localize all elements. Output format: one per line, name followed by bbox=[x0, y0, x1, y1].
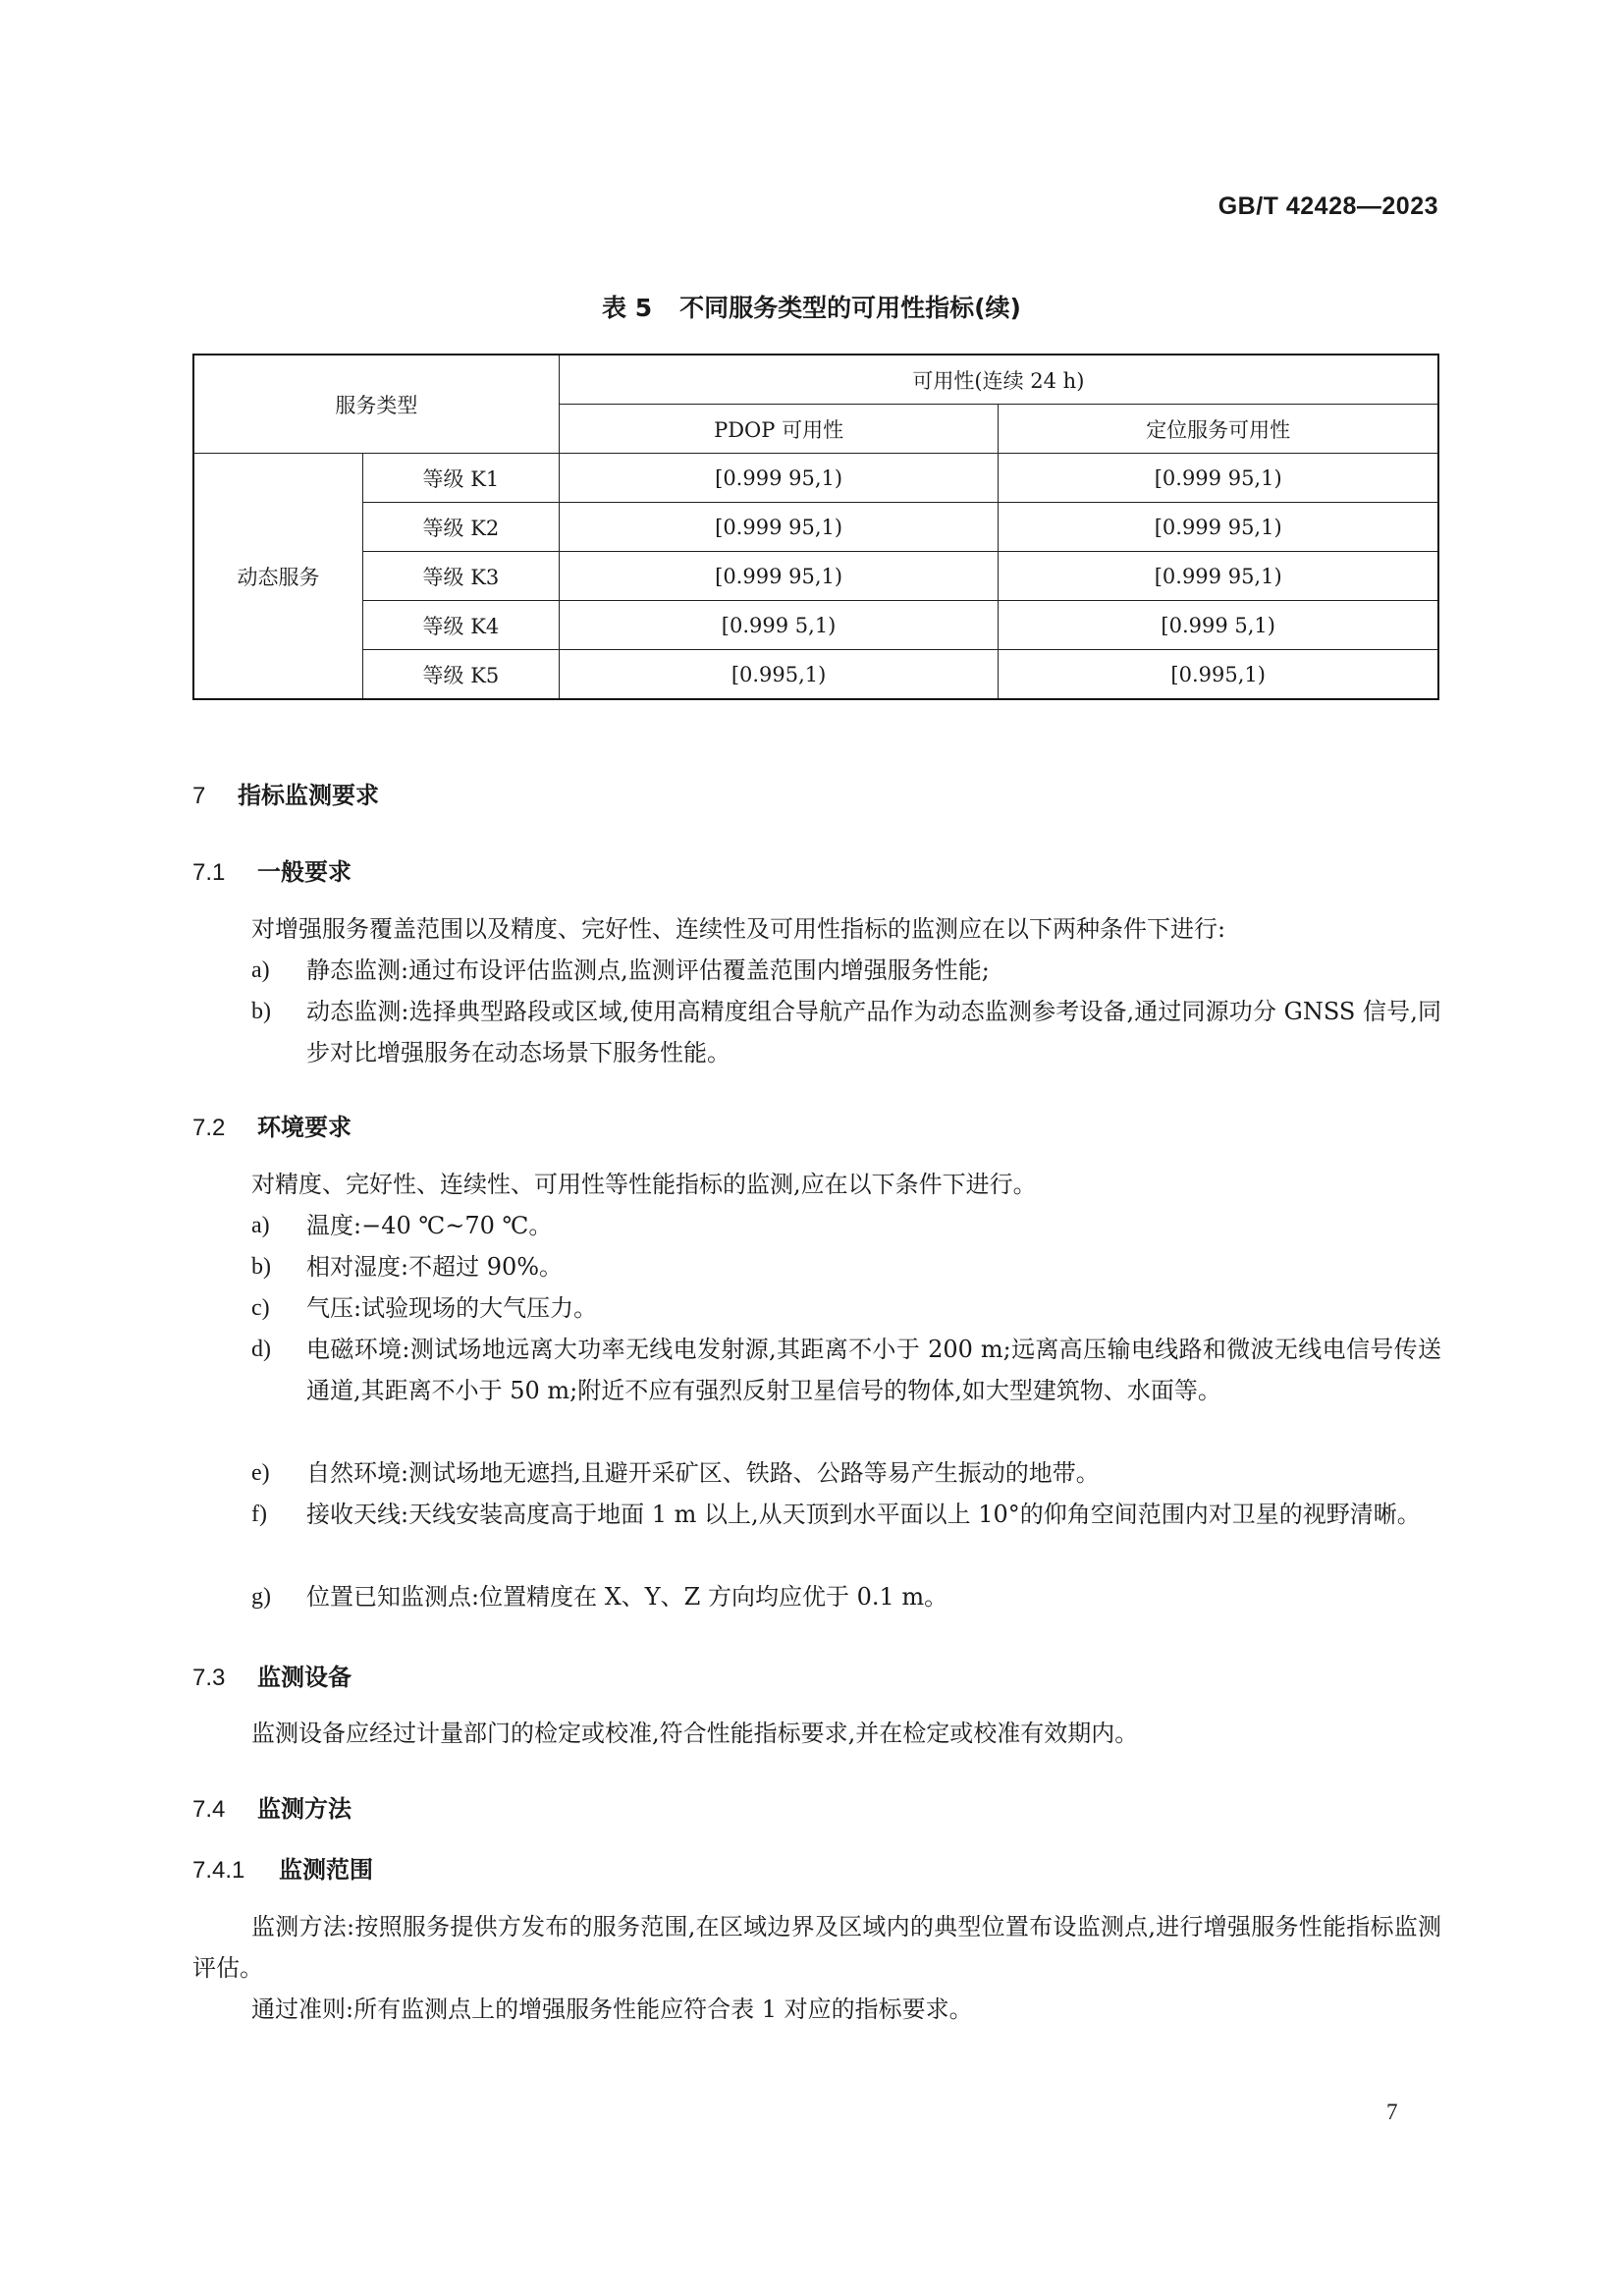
header-positioning: 定位服务可用性 bbox=[999, 405, 1438, 454]
section-7-4-1-heading: 7.4.1 监测范围 bbox=[192, 1856, 373, 1884]
pdop-cell: [0.999 95,1) bbox=[559, 552, 999, 601]
positioning-cell: [0.999 95,1) bbox=[999, 552, 1438, 601]
header-pdop: PDOP 可用性 bbox=[559, 405, 999, 454]
pdop-cell: [0.999 95,1) bbox=[559, 454, 999, 503]
section-7-1-heading: 7.1 一般要求 bbox=[192, 858, 352, 886]
table-row bbox=[193, 650, 1438, 700]
list-item: a) 温度:−40 ℃~70 ℃。 bbox=[251, 1212, 553, 1239]
list-item: d) 电磁环境:测试场地远离大功率无线电发射源,其距离不小于 200 m;远离高压输电线路和微波无线电信号传送通道,其距离不小于 50 m;附近不应有强烈反射卫星信号的物体,如大型建筑物、水面等。 bbox=[251, 1336, 1441, 1404]
list-item: e) 自然环境:测试场地无遮挡,且避开采矿区、铁路、公路等易产生振动的地带。 bbox=[251, 1459, 1100, 1487]
positioning-cell: [0.999 95,1) bbox=[999, 454, 1438, 503]
positioning-cell: [0.999 5,1) bbox=[999, 601, 1438, 650]
table-header-row bbox=[193, 355, 1438, 405]
list-item: c) 气压:试验现场的大气压力。 bbox=[251, 1294, 598, 1322]
header-service-type: 服务类型 bbox=[193, 355, 559, 454]
list-item: a) 静态监测:通过布设评估监测点,监测评估覆盖范围内增强服务性能; bbox=[251, 957, 990, 984]
table-caption bbox=[0, 289, 1623, 324]
table-row bbox=[193, 454, 1438, 503]
pdop-cell: [0.995,1) bbox=[559, 650, 999, 700]
header-availability: 可用性(连续 24 h) bbox=[559, 355, 1438, 405]
group-label: 动态服务 bbox=[193, 454, 362, 700]
list-item: b) 相对湿度:不超过 90%。 bbox=[251, 1253, 564, 1281]
section-7-2-intro: 对精度、完好性、连续性、可用性等性能指标的监测,应在以下条件下进行。 bbox=[251, 1171, 1037, 1198]
table-caption-number: 表 5 bbox=[602, 294, 653, 322]
section-7-4-heading: 7.4 监测方法 bbox=[192, 1795, 352, 1823]
section-7-2-heading: 7.2 环境要求 bbox=[192, 1114, 352, 1141]
level-cell: 等级 K2 bbox=[362, 503, 559, 552]
section-7-3-heading: 7.3 监测设备 bbox=[192, 1664, 352, 1691]
table-row bbox=[193, 552, 1438, 601]
table-row bbox=[193, 503, 1438, 552]
list-item: f) 接收天线:天线安装高度高于地面 1 m 以上,从天顶到水平面以上 10°的仰角空间范围内对卫星的视野清晰。 bbox=[251, 1501, 1421, 1528]
list-item: g) 位置已知监测点:位置精度在 X、Y、Z 方向均应优于 0.1 m。 bbox=[251, 1583, 948, 1611]
section-7-4-1-method: 监测方法:按照服务提供方发布的服务范围,在区域边界及区域内的典型位置布设监测点,进行增强服务性能指标监测评估。 bbox=[192, 1913, 1441, 1982]
availability-table bbox=[192, 354, 1439, 700]
table-row bbox=[193, 601, 1438, 650]
level-cell: 等级 K1 bbox=[362, 454, 559, 503]
section-7-3-body: 监测设备应经过计量部门的检定或校准,符合性能指标要求,并在检定或校准有效期内。 bbox=[251, 1720, 1139, 1747]
section-7-1-intro: 对增强服务覆盖范围以及精度、完好性、连续性及可用性指标的监测应在以下两种条件下进行: bbox=[251, 915, 1226, 943]
section-7-heading: 7 指标监测要求 bbox=[192, 782, 379, 809]
pdop-cell: [0.999 5,1) bbox=[559, 601, 999, 650]
positioning-cell: [0.995,1) bbox=[999, 650, 1438, 700]
table-caption-title: 不同服务类型的可用性指标(续) bbox=[679, 294, 1021, 322]
page-number: 7 bbox=[1386, 2100, 1398, 2124]
pdop-cell: [0.999 95,1) bbox=[559, 503, 999, 552]
level-cell: 等级 K5 bbox=[362, 650, 559, 700]
positioning-cell: [0.999 95,1) bbox=[999, 503, 1438, 552]
standard-number: GB/T 42428—2023 bbox=[1217, 192, 1438, 220]
level-cell: 等级 K4 bbox=[362, 601, 559, 650]
list-item: b) 动态监测:选择典型路段或区域,使用高精度组合导航产品作为动态监测参考设备,通过同源功分 GNSS 信号,同步对比增强服务在动态场景下服务性能。 bbox=[251, 998, 1441, 1066]
level-cell: 等级 K3 bbox=[362, 552, 559, 601]
section-7-4-1-criterion: 通过准则:所有监测点上的增强服务性能应符合表 1 对应的指标要求。 bbox=[251, 1995, 973, 2023]
